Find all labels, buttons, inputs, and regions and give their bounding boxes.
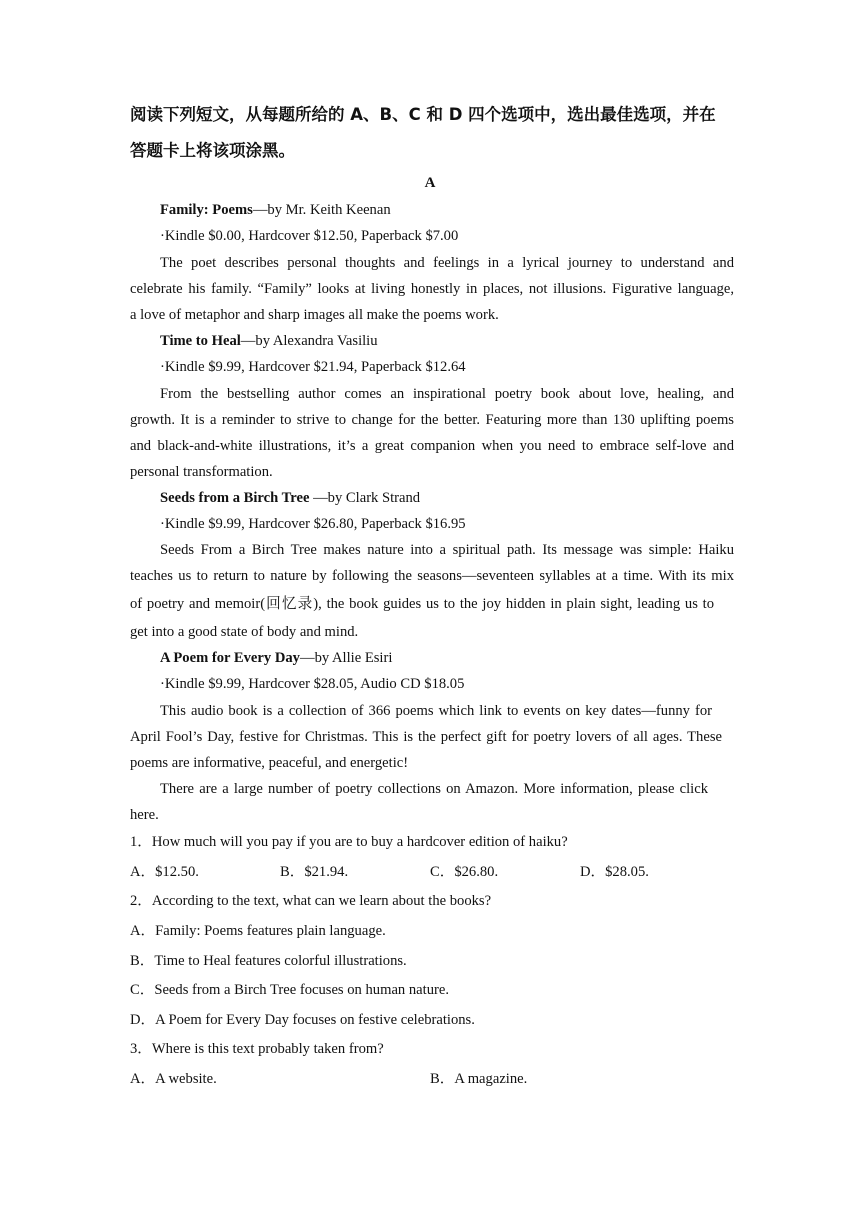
book-title: Seeds from a Birch Tree [160,490,310,506]
book-desc-line: From the bestselling author comes an inspirational poetry book about love, healing, and [160,386,734,402]
book-heading [160,488,420,508]
book-desc-line: Seeds From a Birch Tree makes nature into a spiritual path. Its message was simple: Haiku [160,542,734,558]
instruction-line-1: 阅读下列短文，从每题所给的 A、B、C 和 D 四个选项中，选出最佳选项，并在 [130,105,716,124]
book-prices: ·Kindle $9.99, Hardcover $28.05, Audio CD $18.05 [160,676,465,692]
book-author: —by Allie Esiri [299,650,393,666]
question-option[interactable]: C．Seeds from a Birch Tree focuses on human nature. [130,982,449,998]
question-option[interactable]: B．Time to Heal features colorful illustrations. [130,953,407,969]
book-heading [160,648,392,668]
book-desc-line: growth. It is a reminder to strive to change for the better. Featuring more than 130 uplifting poems [130,412,734,428]
closing-line: There are a large number of poetry collections on Amazon. More information, please click [160,781,708,797]
book-desc-line: poems are informative, peaceful, and energetic! [130,755,409,771]
book-desc-line: The poet describes personal thoughts and feelings in a lyrical journey to understand and [160,255,734,271]
question-option[interactable]: D．$28.05. [580,864,649,880]
book-desc-line: get into a good state of body and mind. [130,624,359,640]
book-desc-line: of poetry and memoir(回忆录), the book guides us to the joy hidden in plain sight, leading us to [130,596,714,612]
book-author: —by Mr. Keith Keenan [252,202,391,218]
book-title: Family: Poems [160,202,253,218]
closing-line: here. [130,807,159,823]
question-option[interactable]: C．$26.80. [430,864,499,880]
question-stem: 1．How much will you pay if you are to buy a hardcover edition of haiku? [130,834,568,850]
book-heading [160,331,378,351]
question-option[interactable]: A．$12.50. [130,864,199,880]
question-option[interactable]: B．A magazine. [430,1071,528,1087]
book-desc-line: personal transformation. [130,464,273,480]
question-option[interactable]: A．Family: Poems features plain language. [130,923,386,939]
question-option[interactable]: D．A Poem for Every Day focuses on festive celebrations. [130,1012,475,1028]
book-desc-line: teaches us to return to nature by following the seasons—seventeen syllables at a time. With its mix [130,568,734,584]
book-desc-line: April Fool’s Day, festive for Christmas. This is the perfect gift for poetry lovers of all ages. These [130,729,722,745]
book-desc-line: and black-and-white illustrations, it’s a great companion when you need to embrace self-love and [130,438,734,454]
book-prices: ·Kindle $0.00, Hardcover $12.50, Paperback $7.00 [160,228,459,244]
book-title: Time to Heal [160,333,241,349]
instruction-line-2: 答题卡上将该项涂黑。 [130,141,295,160]
question-option[interactable]: B．$21.94. [280,864,349,880]
book-desc-line: a love of metaphor and sharp images all make the poems work. [130,307,499,323]
section-label: A [424,175,436,191]
question-stem: 2．According to the text, what can we learn about the books? [130,893,492,909]
question-stem: 3．Where is this text probably taken from? [130,1041,384,1057]
book-desc-line: celebrate his family. “Family” looks at living honestly in places, not illusions. Figurative language, [130,281,734,297]
book-title: A Poem for Every Day [160,650,300,666]
book-author: —by Alexandra Vasiliu [240,333,378,349]
book-desc-line: This audio book is a collection of 366 poems which link to events on key dates—funny for [160,703,712,719]
question-option[interactable]: A．A website. [130,1071,217,1087]
book-heading [160,200,391,220]
book-author: —by Clark Strand [309,490,421,506]
book-prices: ·Kindle $9.99, Hardcover $21.94, Paperback $12.64 [160,359,466,375]
book-prices: ·Kindle $9.99, Hardcover $26.80, Paperback $16.95 [160,516,466,532]
